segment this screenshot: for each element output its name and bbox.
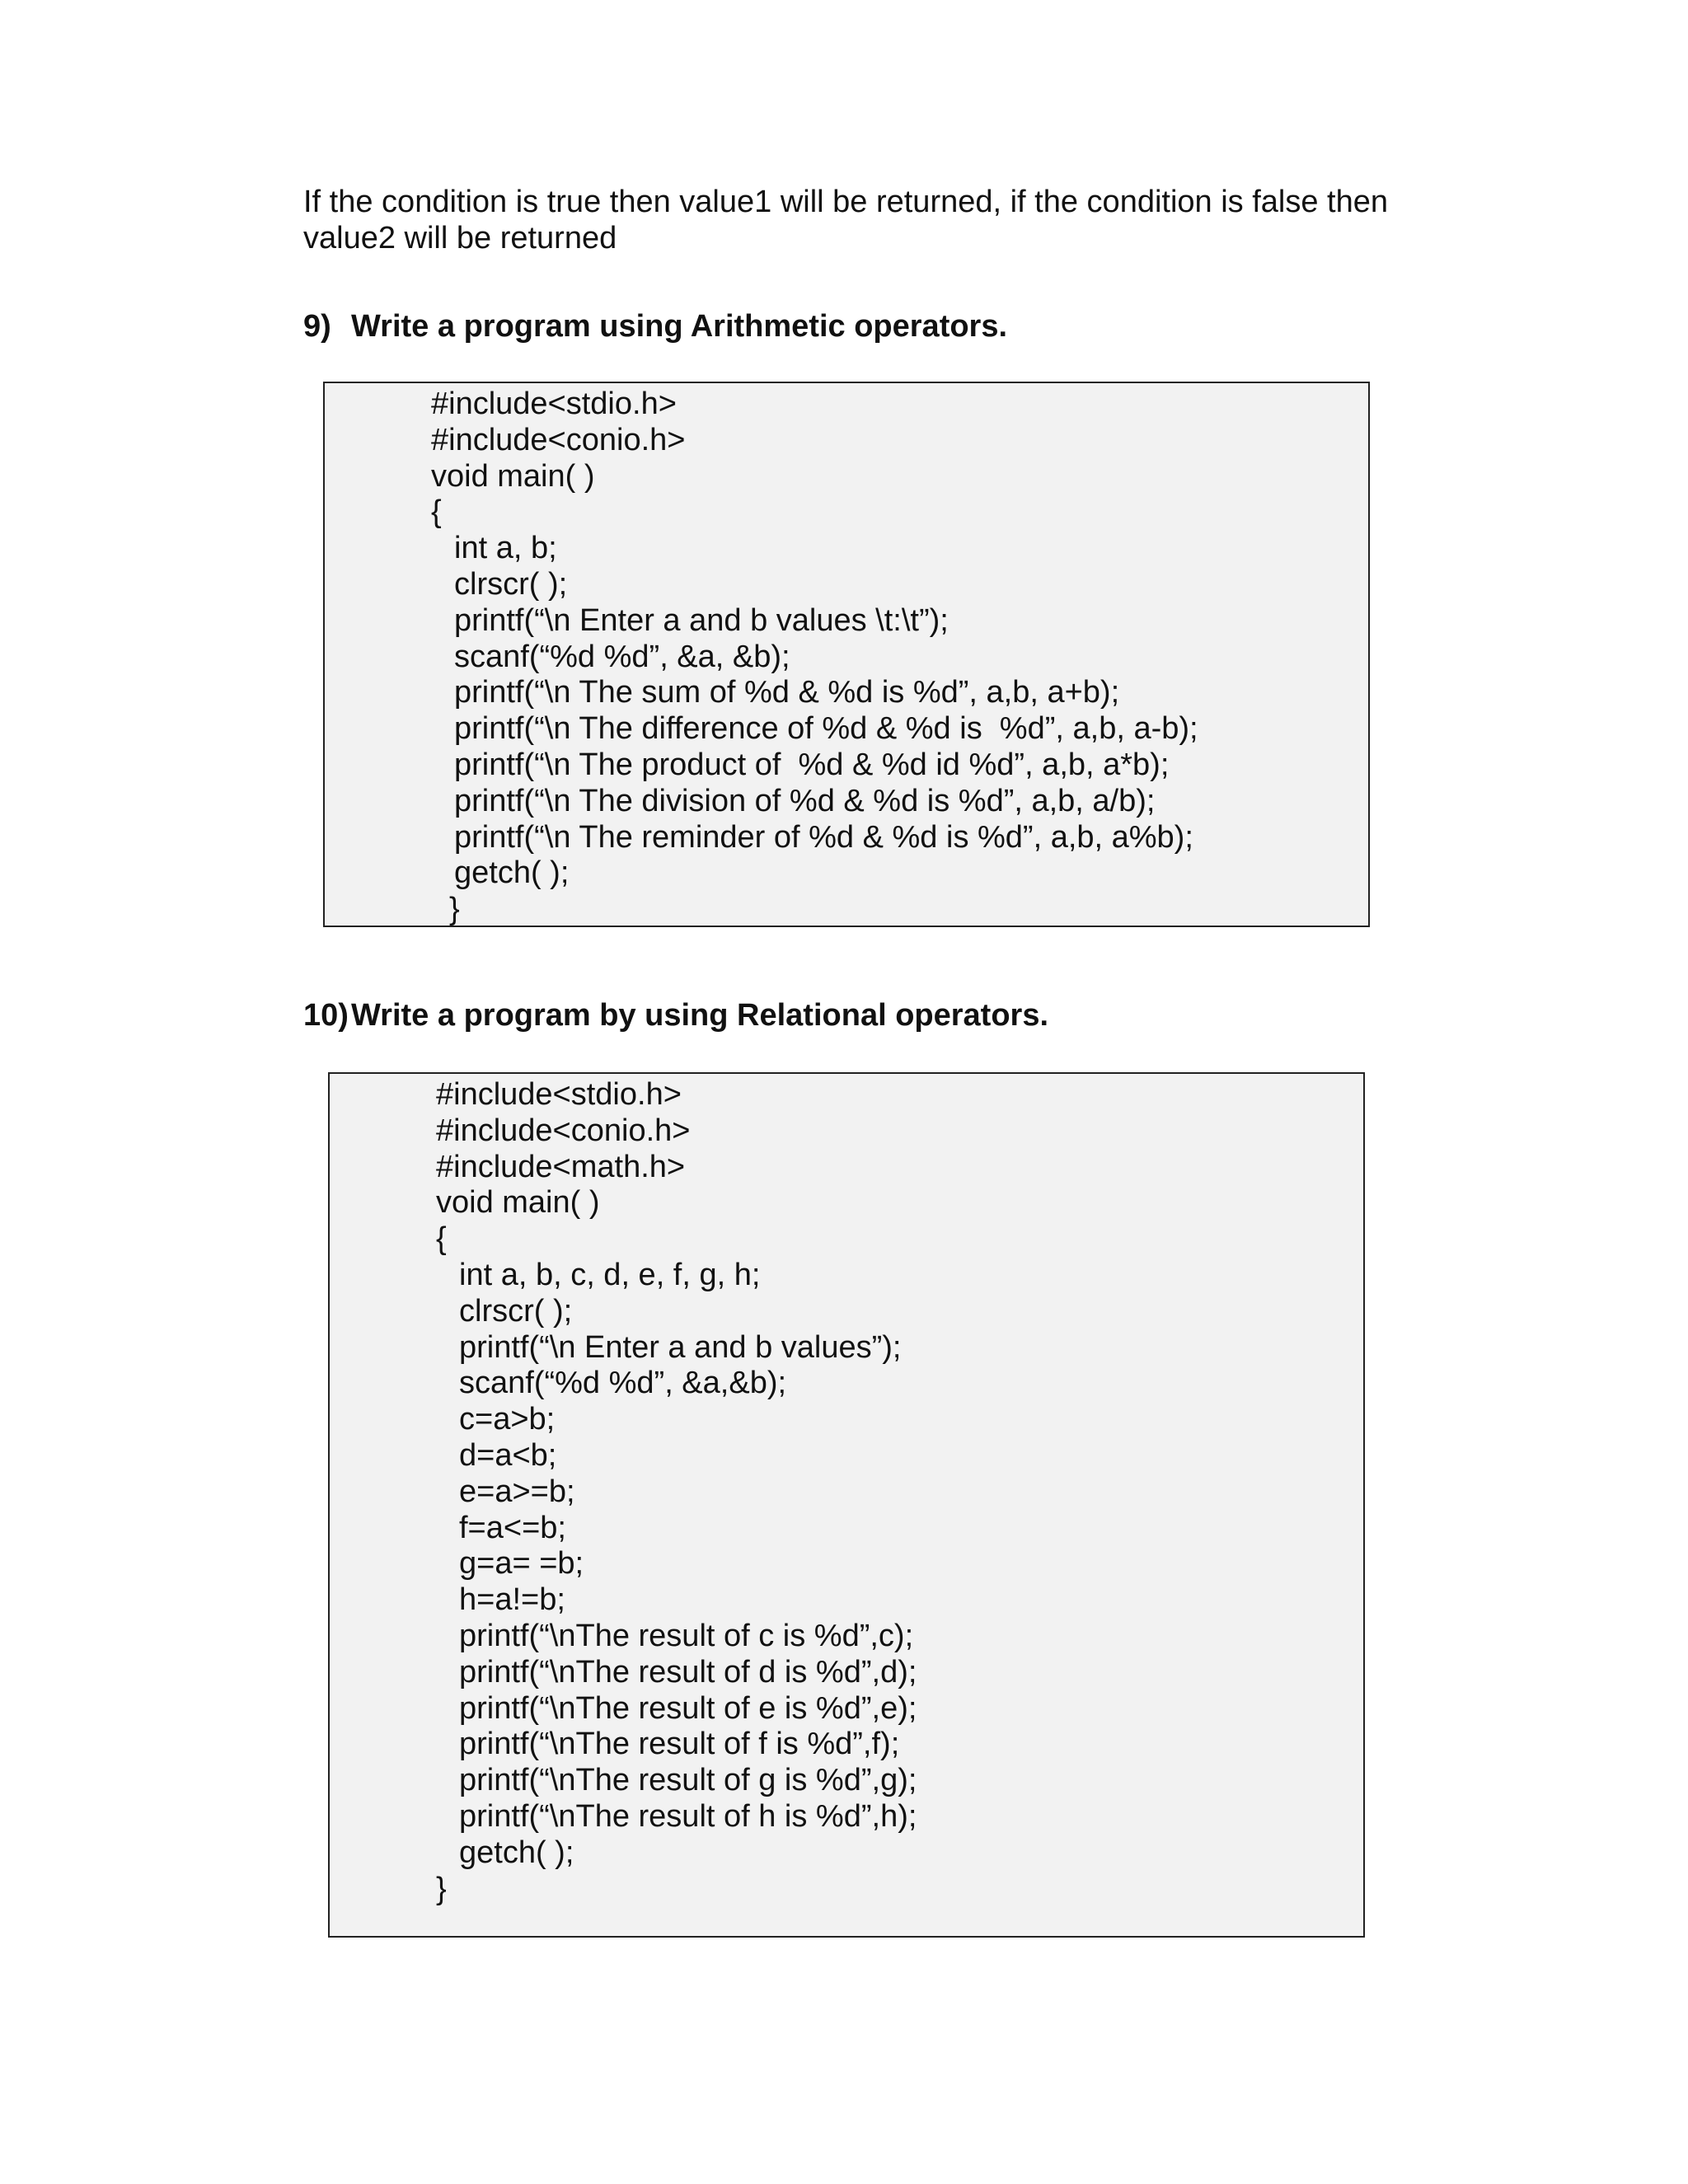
code-line: int a, b, c, d, e, f, g, h; [459,1257,761,1292]
code-line: getch( ); [459,1835,574,1870]
code-line: } [436,1871,447,1906]
code-line: #include<conio.h> [436,1113,691,1148]
code-line: printf(“\n Enter a and b values”); [459,1329,902,1365]
code-line: void main( ) [436,1185,600,1221]
code-line: h=a!=b; [459,1582,565,1618]
intro-line-2: value2 will be returned [303,221,617,255]
code-line: { [436,1221,447,1257]
code-line: printf(“\nThe result of g is %d”,g); [459,1763,917,1798]
code-line: #include<stdio.h> [436,1077,682,1112]
section-10-number: 10) [303,998,349,1033]
code-line: scanf(“%d %d”, &a, &b); [454,639,790,674]
code-line: scanf(“%d %d”, &a,&b); [459,1366,787,1401]
code-line: clrscr( ); [459,1293,573,1329]
code-line: c=a>b; [459,1402,556,1437]
section-9-title: Write a program using Arithmetic operators. [351,309,1008,344]
section-10-heading [303,997,1048,1033]
code-line: #include<stdio.h> [431,387,677,421]
code-line: printf(“\n The sum of %d & %d is %d”, a,b, a+b); [454,675,1120,710]
code-listing-relational [436,1077,917,1907]
code-line: printf(“\n The product of %d & %d id %d”, a,b, a*b); [454,747,1170,782]
code-line: printf(“\n The reminder of %d & %d is %d”, a,b, a%b); [454,819,1193,855]
intro-paragraph [303,184,1408,256]
code-line: clrscr( ); [454,566,568,602]
code-line: getch( ); [454,855,570,891]
code-line: e=a>=b; [459,1474,575,1509]
section-9-heading [303,308,1007,344]
code-line: f=a<=b; [459,1510,566,1545]
code-line: } [449,892,460,927]
code-line: printf(“\n The division of %d & %d is %d”, a,b, a/b); [454,783,1156,818]
code-line: printf(“\n Enter a and b values \t:\t”); [454,602,949,638]
code-line: g=a= =b; [459,1546,584,1582]
section-9-number: 9) [303,309,331,344]
intro-line-1: If the condition is true then value1 will be returned, if the condition is false then [303,185,1389,219]
code-line: printf(“\nThe result of f is %d”,f); [459,1727,900,1762]
section-10-title: Write a program by using Relational operators. [351,998,1049,1033]
code-line: int a, b; [454,531,557,566]
code-line: printf(“\nThe result of d is %d”,d); [459,1654,917,1690]
code-line: #include<conio.h> [431,422,686,457]
code-listing-arithmetic [431,387,1198,928]
code-line: #include<math.h> [436,1149,686,1184]
code-line: printf(“\nThe result of c is %d”,c); [459,1618,914,1653]
code-box-arithmetic [323,382,1370,927]
code-box-relational [328,1072,1365,1938]
code-line: printf(“\nThe result of h is %d”,h); [459,1798,917,1834]
code-line: void main( ) [431,458,595,494]
code-line: printf(“\nThe result of e is %d”,e); [459,1690,917,1726]
code-line: printf(“\n The difference of %d & %d is %d”, a,b, a-b); [454,711,1198,747]
code-line: { [431,494,442,530]
code-line: d=a<b; [459,1437,557,1473]
